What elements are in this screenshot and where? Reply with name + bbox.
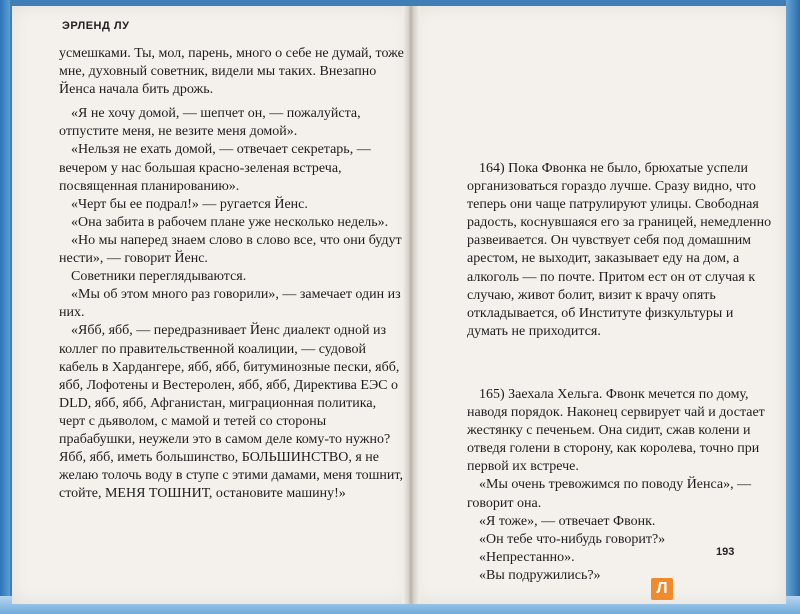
paragraph: Советники переглядываются. <box>71 269 247 285</box>
paragraph: «Ябб, ябб, — передразнивает Йенс диалект одной из коллег по правительственной коалиции, — судовой кабель в Хардангере, ябб, ябб, битуминозные пески, ябб, ябб, Лофотены и Вестеролен, ябб, ябб, Директива ЕЭС о DLD, ябб, ябб, Афганистан, миграционная политика, черт с дьяволом, с мамой и тетей со стороны прабабушки, неужели это в самом деле кому-то нужно? Ябб, ябб, иметь большинство, БОЛЬШИНСТВО, я не желаю толочь воду в ступе с этими дамами, меня тошнит, стойте, МЕНЯ ТОШНИТ, остановите машину!» <box>59 323 403 502</box>
paragraph: «Мы об этом много раз говорили», — замечает один из них. <box>59 287 401 321</box>
left-page-text <box>59 45 404 503</box>
paragraph: «Нельзя не ехать домой, — отвечает секретарь, — вечером у нас большая красно-зеленая встреча, посвященная планированию». <box>59 142 371 194</box>
book-gutter <box>402 6 420 604</box>
paragraph: «Непрестанно». <box>479 549 575 565</box>
paragraph: «Она забита в рабочем плане уже несколько недель». <box>71 214 389 230</box>
section-164 <box>467 160 772 341</box>
watermark-logo: Л <box>651 578 673 600</box>
paragraph: «Вы подружились?» <box>479 567 601 583</box>
paragraph: «Мы очень тревожимся по поводу Йенса», — говорит она. <box>467 477 752 511</box>
paragraph: 165) Заехала Хельга. Фвонк мечется по дому, наводя порядок. Наконец сервирует чай и достает жестянку с печеньем. Она сидит, сжав колени и отведя голени в сторону, как королева, точно при первой их встрече. <box>467 387 765 475</box>
paragraph: «Я тоже», — отвечает Фвонк. <box>479 513 656 529</box>
background-edge-right <box>786 0 800 614</box>
paragraph: усмешками. Ты, мол, парень, много о себе не думай, тоже мне, духовный советник, видели мы таких. Внезапно Йенса начала бить дрожь. <box>59 46 404 98</box>
page-number: 193 <box>716 546 735 558</box>
background-edge-left <box>0 0 10 614</box>
paragraph: «Я не хочу домой, — шепчет он, — пожалуйста, отпустите меня, не везите меня домой». <box>59 106 361 140</box>
paragraph: «Черт бы ее подрал!» — ругается Йенс. <box>71 196 308 212</box>
paragraph: «Он тебе что-нибудь говорит?» <box>479 531 666 547</box>
paragraph: «Но мы наперед знаем слово в слово все, что они будут нести», — говорит Йенс. <box>59 232 402 267</box>
running-header: ЭРЛЕНД ЛУ <box>62 20 130 32</box>
paragraph: 164) Пока Фвонка не было, брюхатые успели организоваться гораздо лучше. Сразу видно, что теперь они чаще патрулируют улицы. Свободная радость, коснувшаяся его за границей, немедленно развеивается. Он чувствует себя под домашним арестом, не выходит, заказывает еду на дом, а алкоголь — по почте. Притом ест он от случая к случаю, живот болит, визит к врачу опять откладывается, об Институте физкультуры и думать не приходится. <box>467 161 772 339</box>
